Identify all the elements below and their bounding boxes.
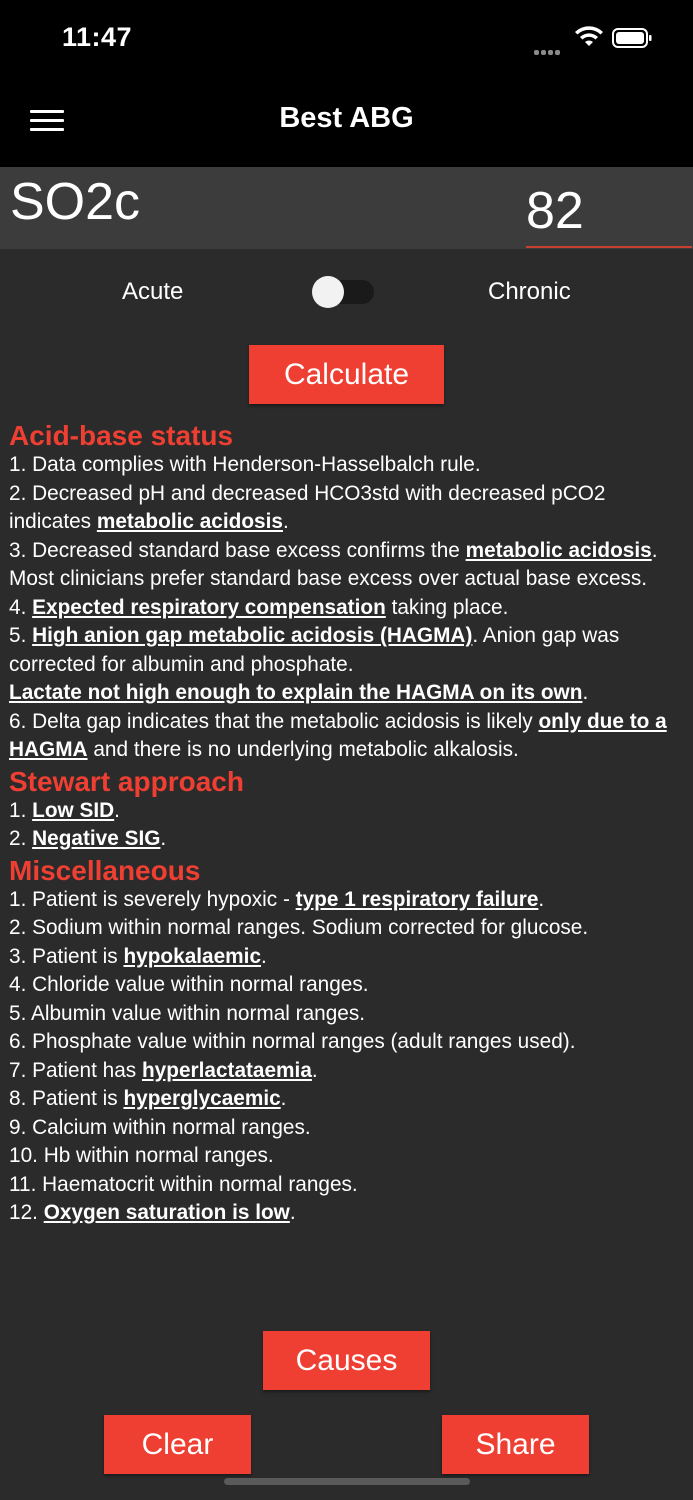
toggle-knob [312, 276, 344, 308]
acid-base-status-heading: Acid-base status [9, 420, 234, 451]
hypokalaemic-link[interactable]: hypokalaemic [123, 944, 262, 968]
metabolic-acidosis-link[interactable]: metabolic acidosis [465, 538, 652, 562]
result-line: 11. Haematocrit within normal ranges. [9, 1172, 358, 1196]
result-line: 1. Data complies with Henderson-Hasselbalch rule. [9, 453, 481, 476]
result-line: 5. High anion gap metabolic acidosis (HAGMA). Anion gap was corrected for albumin and phosphate. [9, 624, 620, 676]
respiratory-failure-link[interactable]: type 1 respiratory failure [295, 887, 539, 911]
home-indicator [224, 1478, 470, 1485]
result-line: 9. Calcium within normal ranges. [9, 1115, 311, 1139]
result-line: 7. Patient has hyperlactataemia. [9, 1058, 318, 1082]
share-button[interactable]: Share [442, 1415, 589, 1474]
result-line: 3. Patient is hypokalaemic. [9, 944, 267, 968]
result-line: 6. Phosphate value within normal ranges (adult ranges used). [9, 1030, 576, 1053]
miscellaneous-heading: Miscellaneous [9, 854, 201, 886]
result-line: 8. Patient is hyperglycaemic. [9, 1087, 287, 1110]
oxygen-saturation-link[interactable]: Oxygen saturation is low [43, 1201, 290, 1224]
result-line: 12. Oxygen saturation is low. [9, 1201, 296, 1224]
result-line: 3. Decreased standard base excess confirms the metabolic acidosis. [9, 538, 658, 562]
only-hagma-link[interactable]: only due to a HAGMA [9, 709, 667, 761]
battery-icon [612, 28, 652, 48]
negative-sig-link[interactable]: Negative SIG [32, 827, 161, 850]
result-line: 1. Patient is severely hypoxic - type 1 respiratory failure. [9, 887, 545, 911]
hyperlactataemia-link[interactable]: hyperlactataemia [141, 1058, 312, 1082]
chronic-label: Chronic [488, 278, 571, 305]
parameter-label: SO2c [10, 173, 141, 231]
hagma-link[interactable]: High anion gap metabolic acidosis (HAGMA) [32, 624, 473, 647]
result-line: 6. Delta gap indicates that the metabolic acidosis is likely only due to a HAGMA and there is no underlying metabolic alkalosis. [9, 709, 667, 761]
result-line: 10. Hb within normal ranges. [9, 1144, 274, 1167]
result-line: 2. Decreased pH and decreased HCO3std with decreased pCO2 indicates metabolic acidosis. [9, 481, 606, 533]
metabolic-acidosis-link[interactable]: metabolic acidosis [96, 510, 283, 533]
result-line: 2. Sodium within normal ranges. Sodium corrected for glucose. [9, 916, 589, 939]
stewart-approach-heading: Stewart approach [9, 765, 244, 797]
hyperglycaemic-link[interactable]: hyperglycaemic [123, 1087, 281, 1110]
so2c-value-input[interactable] [526, 176, 692, 248]
respiratory-compensation-link[interactable]: Expected respiratory compensation [32, 595, 386, 619]
result-line: 4. Chloride value within normal ranges. [9, 973, 369, 996]
wifi-icon [574, 26, 604, 48]
result-line: Most clinicians prefer standard base excess over actual base excess. [9, 567, 648, 590]
results-panel [9, 419, 689, 1228]
result-line: 4. Expected respiratory compensation taking place. [9, 595, 509, 619]
clear-button[interactable]: Clear [104, 1415, 251, 1474]
causes-button[interactable]: Causes [263, 1331, 430, 1390]
result-line: 5. Albumin value within normal ranges. [9, 1001, 366, 1025]
lactate-link[interactable]: Lactate not high enough to explain the HAGMA on its own [9, 681, 583, 704]
cellular-signal-icon [534, 42, 566, 48]
status-time: 11:47 [62, 22, 133, 52]
app-title: Best ABG [279, 102, 414, 134]
low-sid-link[interactable]: Low SID [32, 798, 115, 822]
calculate-button[interactable]: Calculate [249, 345, 444, 404]
result-line: Lactate not high enough to explain the HAGMA on its own. [9, 681, 589, 704]
result-line: 2. Negative SIG. [9, 827, 167, 850]
result-line: 1. Low SID. [9, 798, 120, 822]
acute-label: Acute [122, 278, 184, 305]
acute-chronic-toggle[interactable] [312, 276, 376, 308]
